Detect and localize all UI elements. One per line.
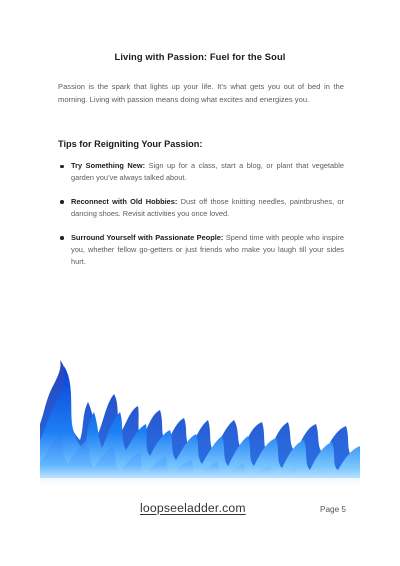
tip-text: Dust off those knitting needles, paintbrushes, or dancing shoes. Revisit activities you once loved. (71, 196, 345, 219)
tip-text: Sign up for a class, start a blog, or plant that vegetable garden you’ve always talked about. (71, 161, 345, 183)
bullet-icon (60, 236, 64, 240)
tip-title: Try Something New: (71, 161, 146, 170)
blue-flames-illustration (40, 354, 360, 486)
intro-paragraph: Passion is the spark that lights up your life. It’s what gets you out of bed in the morning. Living with passion means doing what excites and energizes you. (58, 82, 344, 105)
flames-icon (40, 354, 360, 486)
bullet-icon (60, 200, 64, 204)
list-item (58, 160, 344, 185)
tip-title: Surround Yourself with Passionate People: (71, 232, 224, 242)
section-heading: Tips for Reigniting Your Passion: (58, 139, 203, 149)
tip-text: Spend time with people who inspire you, whether fellow go-getters or just friends who make you laugh till your sides hurt. (71, 232, 344, 267)
page-title: Living with Passion: Fuel for the Soul (114, 51, 286, 62)
tips-list (58, 160, 344, 280)
tip-title: Reconnect with Old Hobbies: (71, 196, 178, 206)
list-item (58, 232, 344, 269)
website-link[interactable]: loopseeladder.com (140, 501, 246, 515)
list-item (58, 196, 344, 221)
page-number: Page 5 (320, 505, 346, 514)
bullet-icon (60, 165, 64, 169)
